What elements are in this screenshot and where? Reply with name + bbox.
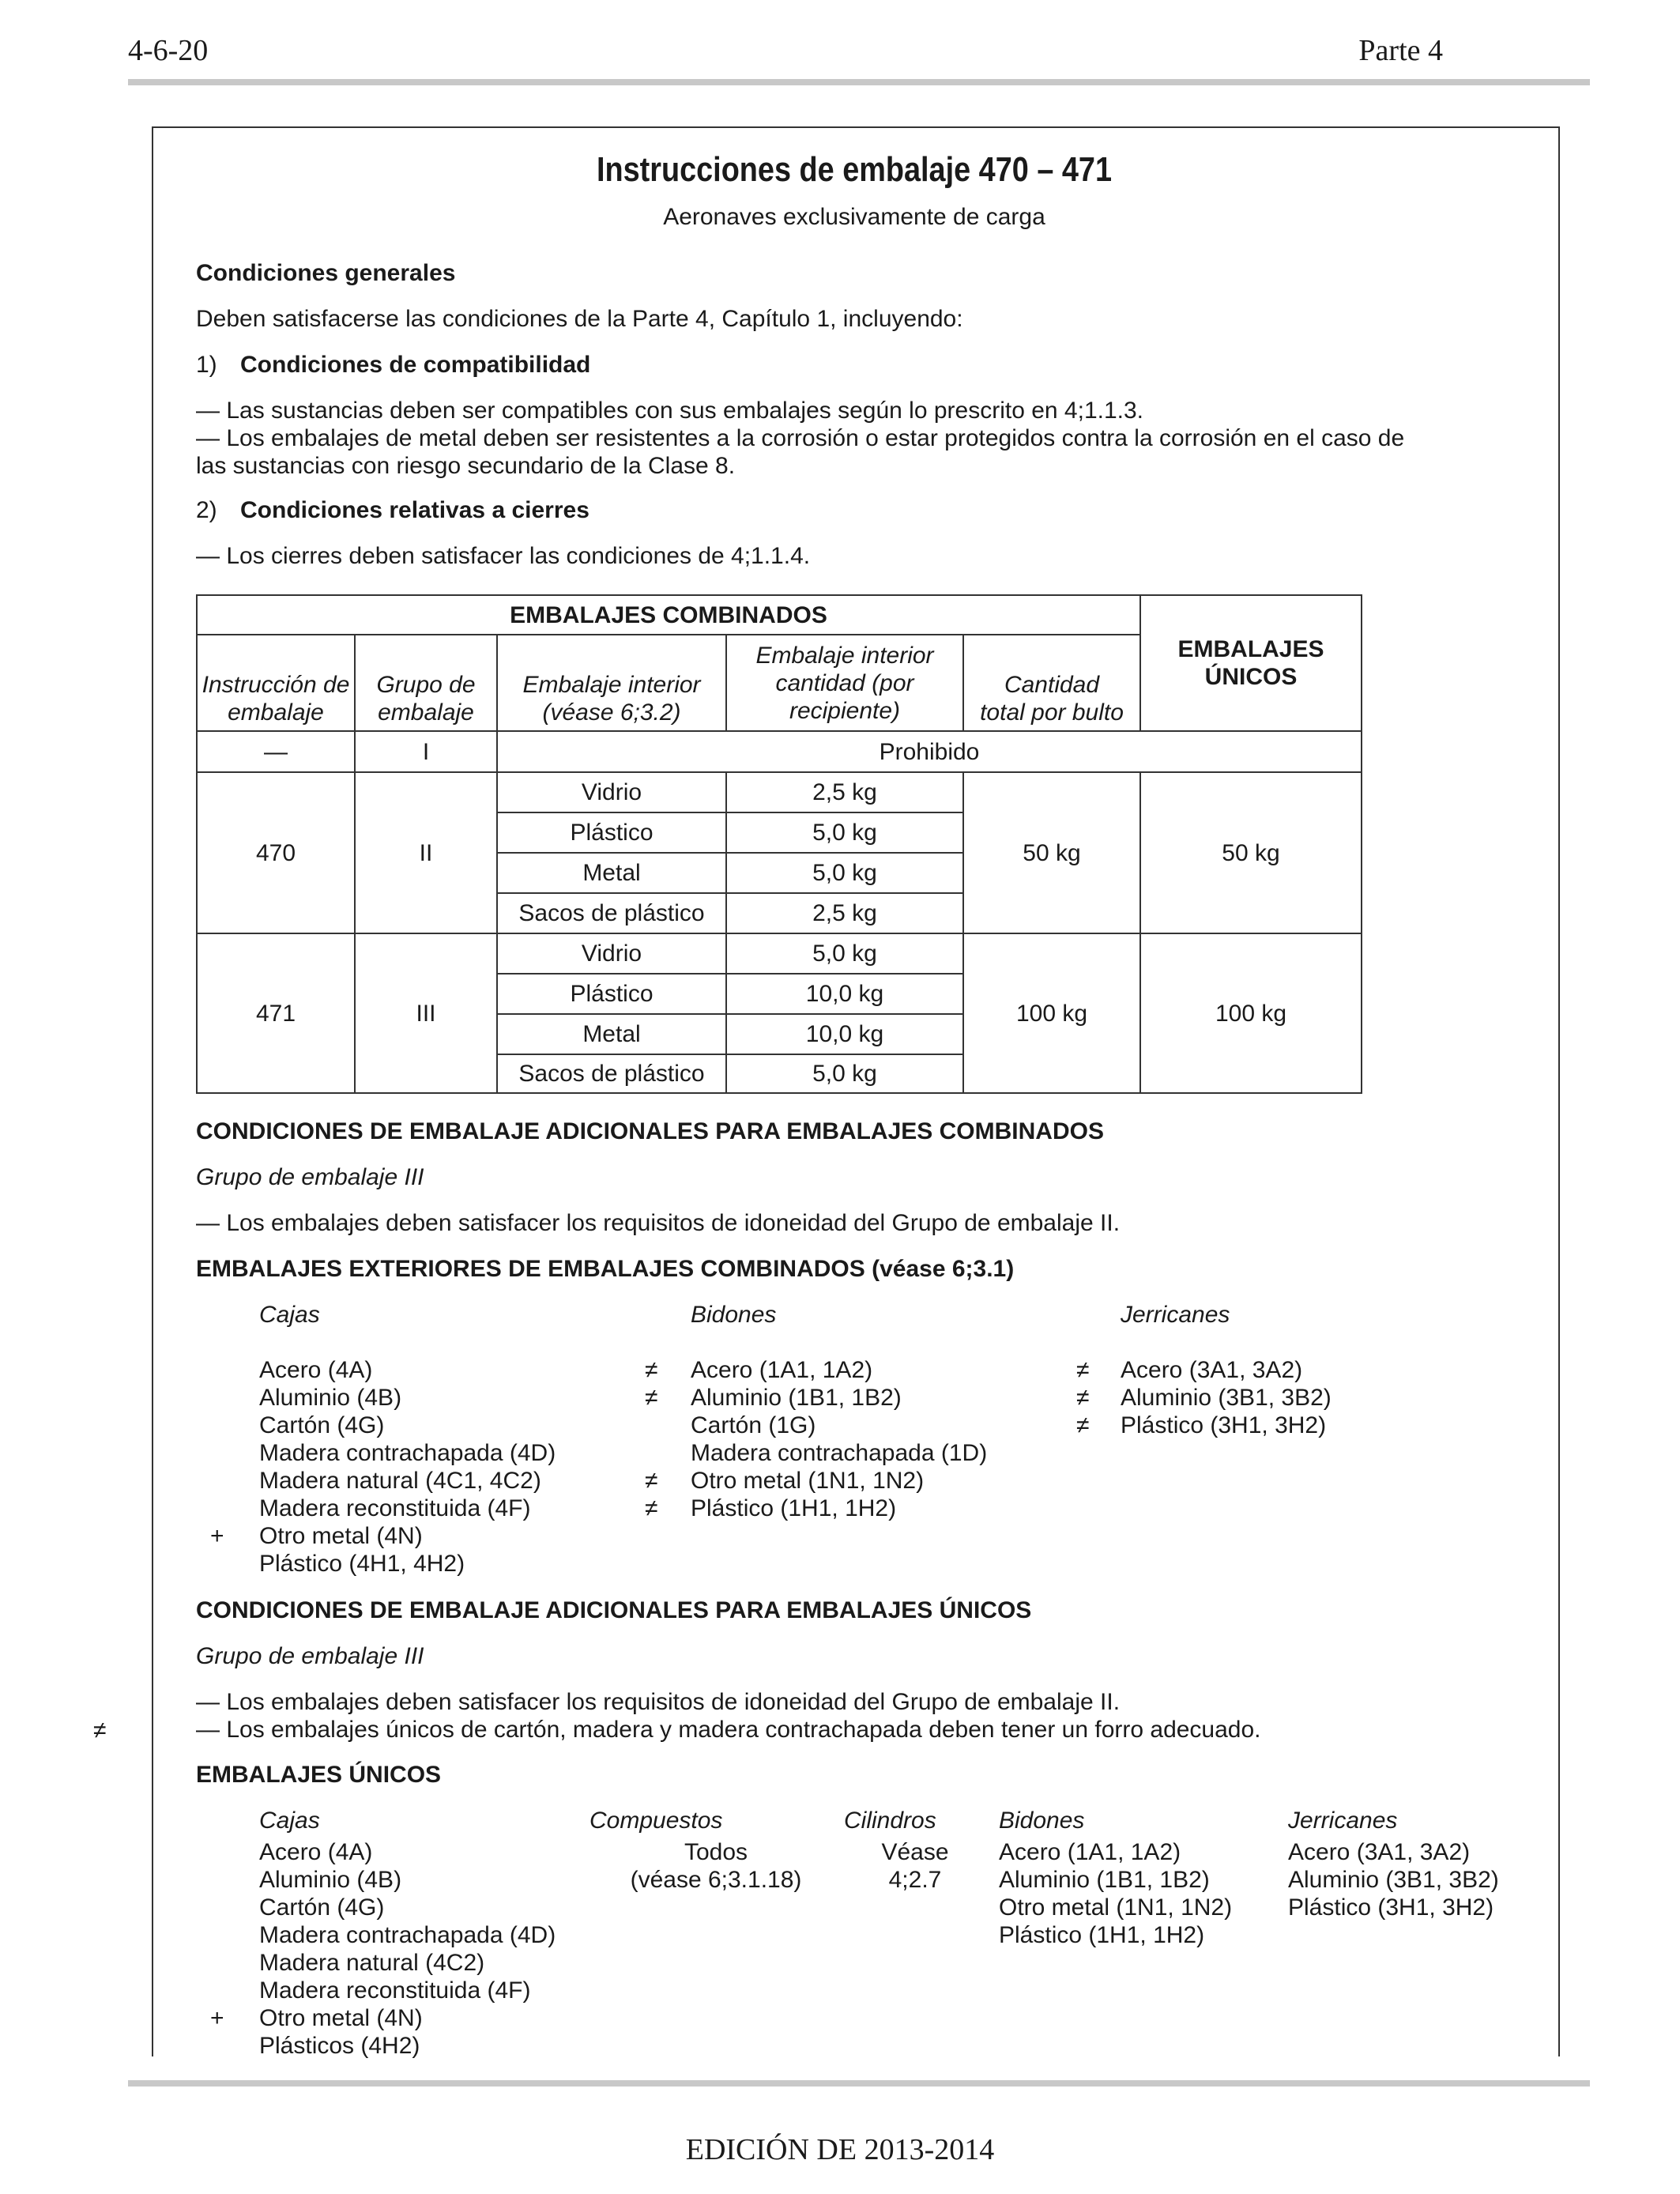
cond1-title: Condiciones de compatibilidad <box>240 352 591 378</box>
cond1-line2: — Los embalajes de metal deben ser resistentes a la corrosión o estar protegidos contra la corrosión en el caso de <box>196 425 1405 451</box>
page-title: Instrucciones de embalaje 470 – 471 <box>596 150 1113 189</box>
mark <box>210 1412 224 1439</box>
single-header: EMBALAJES ÚNICOS <box>1139 594 1362 732</box>
g470-single: 50 kg <box>1139 771 1362 934</box>
not-equal-mark: ≠ <box>645 1385 658 1411</box>
list-item: Acero (4A) <box>259 1839 373 1865</box>
single-cajas-marks <box>210 1838 224 2060</box>
list-item: Aluminio (1B1, 1B2) <box>999 1867 1210 1893</box>
single-col-bidones: Bidones <box>999 1808 1085 1834</box>
header-rule <box>128 79 1590 85</box>
outer-cajas-marks <box>210 1356 224 1578</box>
list-item: Madera natural (4C1, 4C2) <box>259 1468 541 1494</box>
single-cilindros-list <box>863 1838 967 1894</box>
not-equal-mark: ≠ <box>1076 1385 1090 1411</box>
list-item: Cartón (4G) <box>259 1412 385 1438</box>
cond1-line1: — Las sustancias deben ser compatibles con sus embalajes según lo prescrito en 4;1.1.3. <box>196 398 1144 424</box>
list-item: Plástico (1H1, 1H2) <box>691 1495 897 1521</box>
general-heading: Condiciones generales <box>196 260 456 286</box>
list-item: Aluminio (3B1, 3B2) <box>1288 1867 1499 1893</box>
single-compuestos-list <box>616 1838 816 1894</box>
g470-total: 50 kg <box>962 771 1141 934</box>
footer-rule <box>128 2080 1590 2087</box>
cond2-line1: — Los cierres deben satisfacer las condiciones de 4;1.1.4. <box>196 543 811 569</box>
list-item: Madera reconstituida (4F) <box>259 1495 531 1521</box>
single-bidones-list <box>999 1838 1232 1949</box>
mark <box>210 1439 224 1467</box>
g471-item3-qty: 10,0 kg <box>725 1013 964 1055</box>
cond2-title: Condiciones relativas a cierres <box>240 497 590 523</box>
footer-edition: EDICIÓN DE 2013-2014 <box>685 2133 995 2166</box>
single-cajas-list <box>259 1838 556 2060</box>
g471-item2-qty: 10,0 kg <box>725 973 964 1015</box>
list-item: Otro metal (4N) <box>259 1523 423 1549</box>
g470-item2-qty: 5,0 kg <box>725 812 964 854</box>
list-item: Acero (4A) <box>259 1357 373 1383</box>
mark <box>210 1838 224 1866</box>
outer-jerricanes-marks <box>1076 1356 1089 1439</box>
list-item: Madera reconstituida (4F) <box>259 1977 531 2004</box>
list-item: Otro metal (1N1, 1N2) <box>999 1894 1233 1921</box>
list-item: Véase <box>881 1839 949 1865</box>
g470-item1-qty: 2,5 kg <box>725 771 964 813</box>
add-single-heading: CONDICIONES DE EMBALAJE ADICIONALES PARA EMBALAJES ÚNICOS <box>196 1597 1032 1623</box>
list-item: 4;2.7 <box>888 1867 942 1893</box>
row1-prohibited: Prohibido <box>496 730 1362 773</box>
mark <box>645 1412 657 1439</box>
g471-item3-material: Metal <box>496 1013 727 1055</box>
list-item: Aluminio (4B) <box>259 1867 402 1893</box>
header-inner: Embalaje interior (véase 6;3.2) <box>496 634 727 732</box>
mark <box>210 1384 224 1412</box>
header-total: Cantidad total por bulto <box>962 634 1141 732</box>
g470-item1-material: Vidrio <box>496 771 727 813</box>
not-equal-mark: ≠ <box>1076 1357 1090 1383</box>
add-combined-group: Grupo de embalaje III <box>196 1164 424 1190</box>
g471-group: III <box>354 933 498 1094</box>
header-quantity: Embalaje interior cantidad (por recipiente) <box>725 634 964 732</box>
single-jerricanes-list <box>1288 1838 1499 1921</box>
not-equal-mark: ≠ <box>1076 1412 1090 1438</box>
g471-item1-qty: 5,0 kg <box>725 933 964 974</box>
outer-col-jerricanes: Jerricanes <box>1121 1302 1230 1328</box>
outer-col-bidones: Bidones <box>691 1302 777 1328</box>
g471-item2-material: Plástico <box>496 973 727 1015</box>
list-item: Madera natural (4C2) <box>259 1950 485 1976</box>
outer-col-cajas: Cajas <box>259 1302 320 1328</box>
list-item: Acero (1A1, 1A2) <box>999 1839 1181 1865</box>
mark <box>210 1949 224 1977</box>
g471-item4-qty: 5,0 kg <box>725 1054 964 1094</box>
list-item: Cartón (1G) <box>691 1412 816 1438</box>
mark <box>210 1550 224 1578</box>
mark <box>210 1495 224 1522</box>
mark <box>210 1921 224 1949</box>
mark <box>210 1467 224 1495</box>
row1-instruction: — <box>196 730 356 773</box>
list-item: Aluminio (3B1, 3B2) <box>1121 1385 1332 1411</box>
g470-instruction: 470 <box>196 771 356 934</box>
list-item: Acero (3A1, 3A2) <box>1288 1839 1471 1865</box>
g470-group: II <box>354 771 498 934</box>
plus-mark: + <box>210 2005 224 2031</box>
list-item: Madera contrachapada (1D) <box>691 1440 988 1466</box>
general-intro: Deben satisfacerse las condiciones de la Parte 4, Capítulo 1, incluyendo: <box>196 306 963 332</box>
single-col-cajas: Cajas <box>259 1808 320 1834</box>
combined-header: EMBALAJES COMBINADOS <box>196 594 1141 635</box>
mark <box>210 1894 224 1921</box>
single-col-cilindros: Cilindros <box>844 1808 936 1834</box>
list-item: Aluminio (4B) <box>259 1385 402 1411</box>
list-item: Acero (3A1, 3A2) <box>1121 1357 1303 1383</box>
list-item: Plásticos (4H2) <box>259 2033 420 2059</box>
single-col-compuestos: Compuestos <box>590 1808 723 1834</box>
mark <box>645 1439 657 1467</box>
header-instruction: Instrucción de embalaje <box>196 634 356 732</box>
g470-item2-material: Plástico <box>496 812 727 854</box>
g471-item4-material: Sacos de plástico <box>496 1054 727 1094</box>
add-combined-line1: — Los embalajes deben satisfacer los requisitos de idoneidad del Grupo de embalaje II. <box>196 1210 1121 1236</box>
outer-jerricanes-list <box>1121 1356 1332 1439</box>
add-single-group: Grupo de embalaje III <box>196 1643 424 1669</box>
list-item: Madera contrachapada (4D) <box>259 1922 556 1948</box>
outer-cajas-list <box>259 1356 556 1578</box>
g471-item1-material: Vidrio <box>496 933 727 974</box>
g470-item4-material: Sacos de plástico <box>496 892 727 934</box>
list-item: Madera contrachapada (4D) <box>259 1440 556 1466</box>
cond1-number: 1) <box>196 352 217 378</box>
list-item: (véase 6;3.1.18) <box>630 1867 802 1893</box>
single-col-jerricanes: Jerricanes <box>1288 1808 1398 1834</box>
header-part: Parte 4 <box>1358 34 1443 67</box>
g470-item3-material: Metal <box>496 852 727 894</box>
not-equal-mark: ≠ <box>645 1468 658 1494</box>
outer-bidones-marks <box>645 1356 657 1522</box>
mark <box>210 1356 224 1384</box>
list-item: Plástico (3H1, 3H2) <box>1121 1412 1327 1438</box>
g470-item3-qty: 5,0 kg <box>725 852 964 894</box>
list-item: Cartón (4G) <box>259 1894 385 1921</box>
margin-change-mark: ≠ <box>93 1717 107 1744</box>
mark <box>210 2032 224 2060</box>
list-item: Otro metal (1N1, 1N2) <box>691 1468 925 1494</box>
add-single-line2: — Los embalajes únicos de cartón, madera y madera contrachapada deben tener un forro adecuado. <box>196 1717 1261 1743</box>
single-heading: EMBALAJES ÚNICOS <box>196 1762 442 1788</box>
not-equal-mark: ≠ <box>645 1495 658 1521</box>
row1-group: I <box>354 730 498 773</box>
list-item: Otro metal (4N) <box>259 2005 423 2031</box>
header-date: 4-6-20 <box>128 34 209 67</box>
packing-table <box>196 594 1362 1094</box>
plus-mark: + <box>210 1523 224 1549</box>
list-item: Aluminio (1B1, 1B2) <box>691 1385 902 1411</box>
cond2-number: 2) <box>196 497 217 523</box>
cond1-line3: las sustancias con riesgo secundario de la Clase 8. <box>196 453 736 479</box>
mark <box>210 1977 224 2004</box>
g471-total: 100 kg <box>962 933 1141 1094</box>
list-item: Todos <box>684 1839 748 1865</box>
g471-single: 100 kg <box>1139 933 1362 1094</box>
page-subtitle: Aeronaves exclusivamente de carga <box>663 204 1045 230</box>
header-group: Grupo de embalaje <box>354 634 498 732</box>
mark <box>210 1866 224 1894</box>
list-item: Plástico (1H1, 1H2) <box>999 1922 1205 1948</box>
outer-bidones-list <box>691 1356 987 1522</box>
not-equal-mark: ≠ <box>645 1357 658 1383</box>
add-single-line1: — Los embalajes deben satisfacer los requisitos de idoneidad del Grupo de embalaje II. <box>196 1689 1121 1715</box>
list-item: Plástico (3H1, 3H2) <box>1288 1894 1494 1921</box>
list-item: Acero (1A1, 1A2) <box>691 1357 873 1383</box>
outer-heading: EMBALAJES EXTERIORES DE EMBALAJES COMBINADOS (véase 6;3.1) <box>196 1256 1015 1282</box>
list-item: Plástico (4H1, 4H2) <box>259 1551 465 1577</box>
add-combined-heading: CONDICIONES DE EMBALAJE ADICIONALES PARA EMBALAJES COMBINADOS <box>196 1118 1104 1144</box>
g470-item4-qty: 2,5 kg <box>725 892 964 934</box>
g471-instruction: 471 <box>196 933 356 1094</box>
